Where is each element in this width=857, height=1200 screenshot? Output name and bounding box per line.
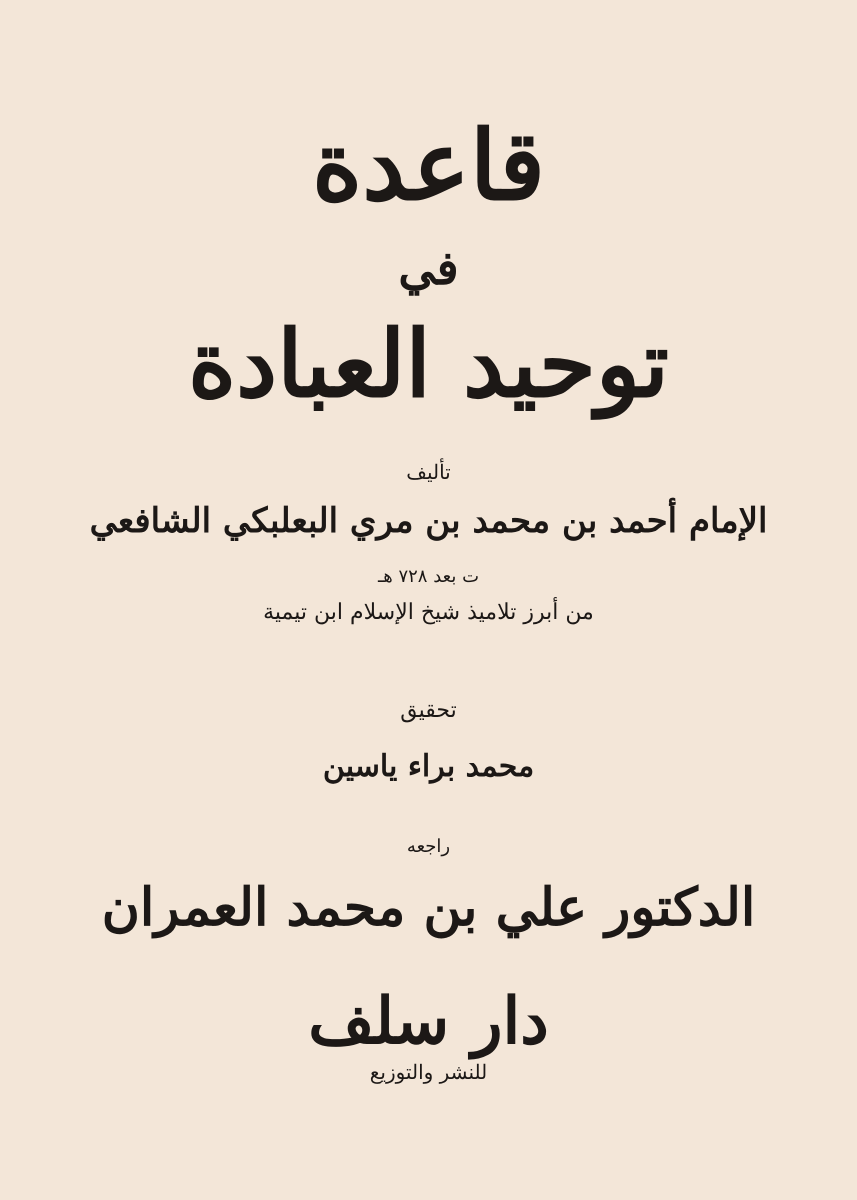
author-death-date: ت بعد ٧٢٨ هـ [377, 566, 480, 587]
editor-name: محمد براء ياسين [322, 749, 535, 784]
publisher-name: دار سلف [308, 984, 549, 1059]
title-line-2: في [398, 241, 459, 295]
title-line-1: قاعدة [311, 109, 546, 222]
publisher-subtitle: للنشر والتوزيع [369, 1060, 488, 1084]
editor-label: تحقيق [400, 698, 457, 723]
reviewer-name: الدكتور علي بن محمد العمران [101, 877, 756, 938]
author-label: تأليف [406, 460, 451, 484]
reviewer-label: راجعه [406, 836, 451, 857]
author-description: من أبرز تلاميذ شيخ الإسلام ابن تيمية [263, 600, 594, 625]
title-line-3: توحيد العبادة [187, 310, 670, 418]
author-name: الإمام أحمد بن محمد بن مري البعلبكي الشافعي [89, 501, 768, 541]
